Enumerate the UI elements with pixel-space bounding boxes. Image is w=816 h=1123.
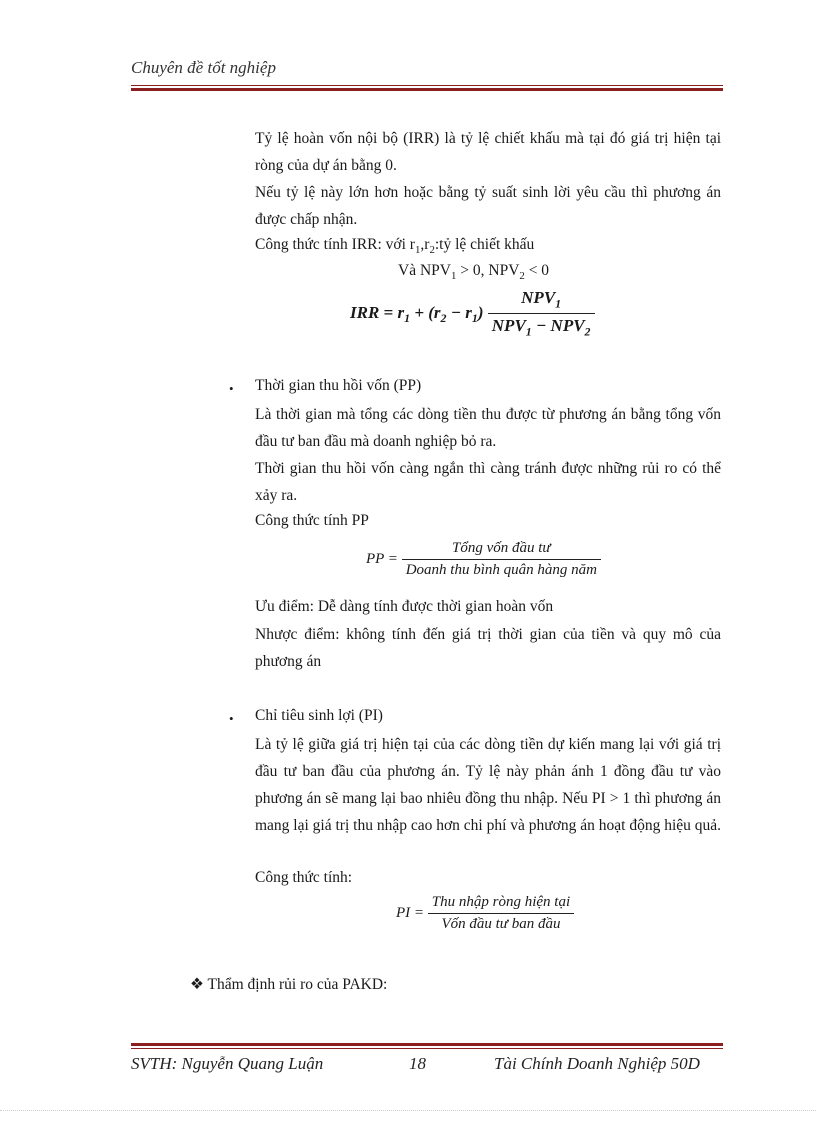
irr-fraction: $\frac{NPV_1}{NPV_1 - NPV_2}$ bbox=[488, 288, 595, 340]
pp-advantage: Ưu điểm: Dễ dàng tính được thời gian hoàn vốn bbox=[255, 598, 554, 615]
footer-class: Tài Chính Doanh Nghiệp 50D bbox=[494, 1054, 700, 1073]
footer-rule-thick bbox=[131, 1043, 723, 1046]
page-header-title: Chuyên đề tốt nghiệp bbox=[131, 58, 276, 77]
pi-fraction: $\frac{\text{Thu nhập ròng hiện tại}}{\text{Vốn đầu tư ban đầu}}$ bbox=[428, 894, 574, 933]
pi-title: Chỉ tiêu sinh lợi (PI) bbox=[255, 707, 383, 724]
footer-page-number: 18 bbox=[409, 1054, 426, 1073]
pp-risk-note: Thời gian thu hồi vốn càng ngắn thì càng tránh được những rủi ro có thể xảy ra. bbox=[255, 460, 721, 504]
pp-disadvantage: Nhược điểm: không tính đến giá trị thời gian của tiền và quy mô của phương án bbox=[255, 626, 721, 670]
header-rule-thin bbox=[131, 85, 723, 86]
pi-bullet: • bbox=[229, 711, 234, 726]
footer-rule-thin bbox=[131, 1048, 723, 1049]
irr-definition: Tỷ lệ hoàn vốn nội bộ (IRR) là tỷ lệ chiết khấu mà tại đó giá trị hiện tại ròng của dự án bằng 0. bbox=[255, 130, 721, 174]
pp-definition: Là thời gian mà tổng các dòng tiền thu được từ phương án bằng tổng vốn đầu tư ban đầu mà doanh nghiệp bỏ ra. bbox=[255, 406, 721, 450]
pp-bullet: • bbox=[229, 381, 234, 396]
risk-heading: ❖ Thẩm định rủi ro của PAKD: bbox=[190, 976, 388, 993]
irr-formula-intro: Công thức tính IRR: với $r_1,r_2:tỷ$ lệ chiết khấu bbox=[255, 236, 535, 257]
page-bottom-dotted-edge bbox=[0, 1110, 816, 1111]
irr-acceptance-rule: Nếu tỷ lệ này lớn hơn hoặc bằng tỷ suất sinh lời yêu cầu thì phương án được chấp nhận. bbox=[255, 184, 721, 228]
pp-fraction: $\frac{\text{Tổng vốn đầu tư}}{\text{Doanh thu bình quân hàng năm}}$ bbox=[402, 540, 601, 579]
pp-title: Thời gian thu hồi vốn (PP) bbox=[255, 377, 422, 394]
footer-author: SVTH: Nguyễn Quang Luận bbox=[131, 1054, 324, 1073]
pp-formula-intro: Công thức tính PP bbox=[255, 512, 369, 529]
diamond-bullet-icon: ❖ bbox=[190, 976, 204, 993]
pi-formula-intro: Công thức tính: bbox=[255, 869, 353, 886]
header-rule-thick bbox=[131, 88, 723, 91]
pp-formula: PP = $\frac{\text{Tổng vốn đầu tư}}{\text{Doanh thu bình quân hàng năm}}$ bbox=[366, 540, 601, 579]
irr-condition: Và $NPV_1 > 0$, $NPV_2 < 0$ bbox=[398, 262, 550, 283]
irr-formula: IRR = $r_1 + (r_2 - r_1)$ $\frac{NPV_1}{NPV_1 - NPV_2}$ bbox=[350, 288, 595, 340]
pi-definition: Là tỷ lệ giữa giá trị hiện tại của các dòng tiền dự kiến mang lại với giá trị đầu tư ban đầu của phương án. Tỷ lệ này phản ánh 1 đồng đầu tư vào phương án sẽ mang lại bao nhiêu đồng thu nhập. Nếu PI > 1 thì phương án mang lại giá trị thu nhập cao hơn chi phí và phương án hoạt động hiệu quả. bbox=[255, 736, 722, 834]
pi-formula: PI = $\frac{\text{Thu nhập ròng hiện tại}}{\text{Vốn đầu tư ban đầu}}$ bbox=[396, 894, 574, 933]
